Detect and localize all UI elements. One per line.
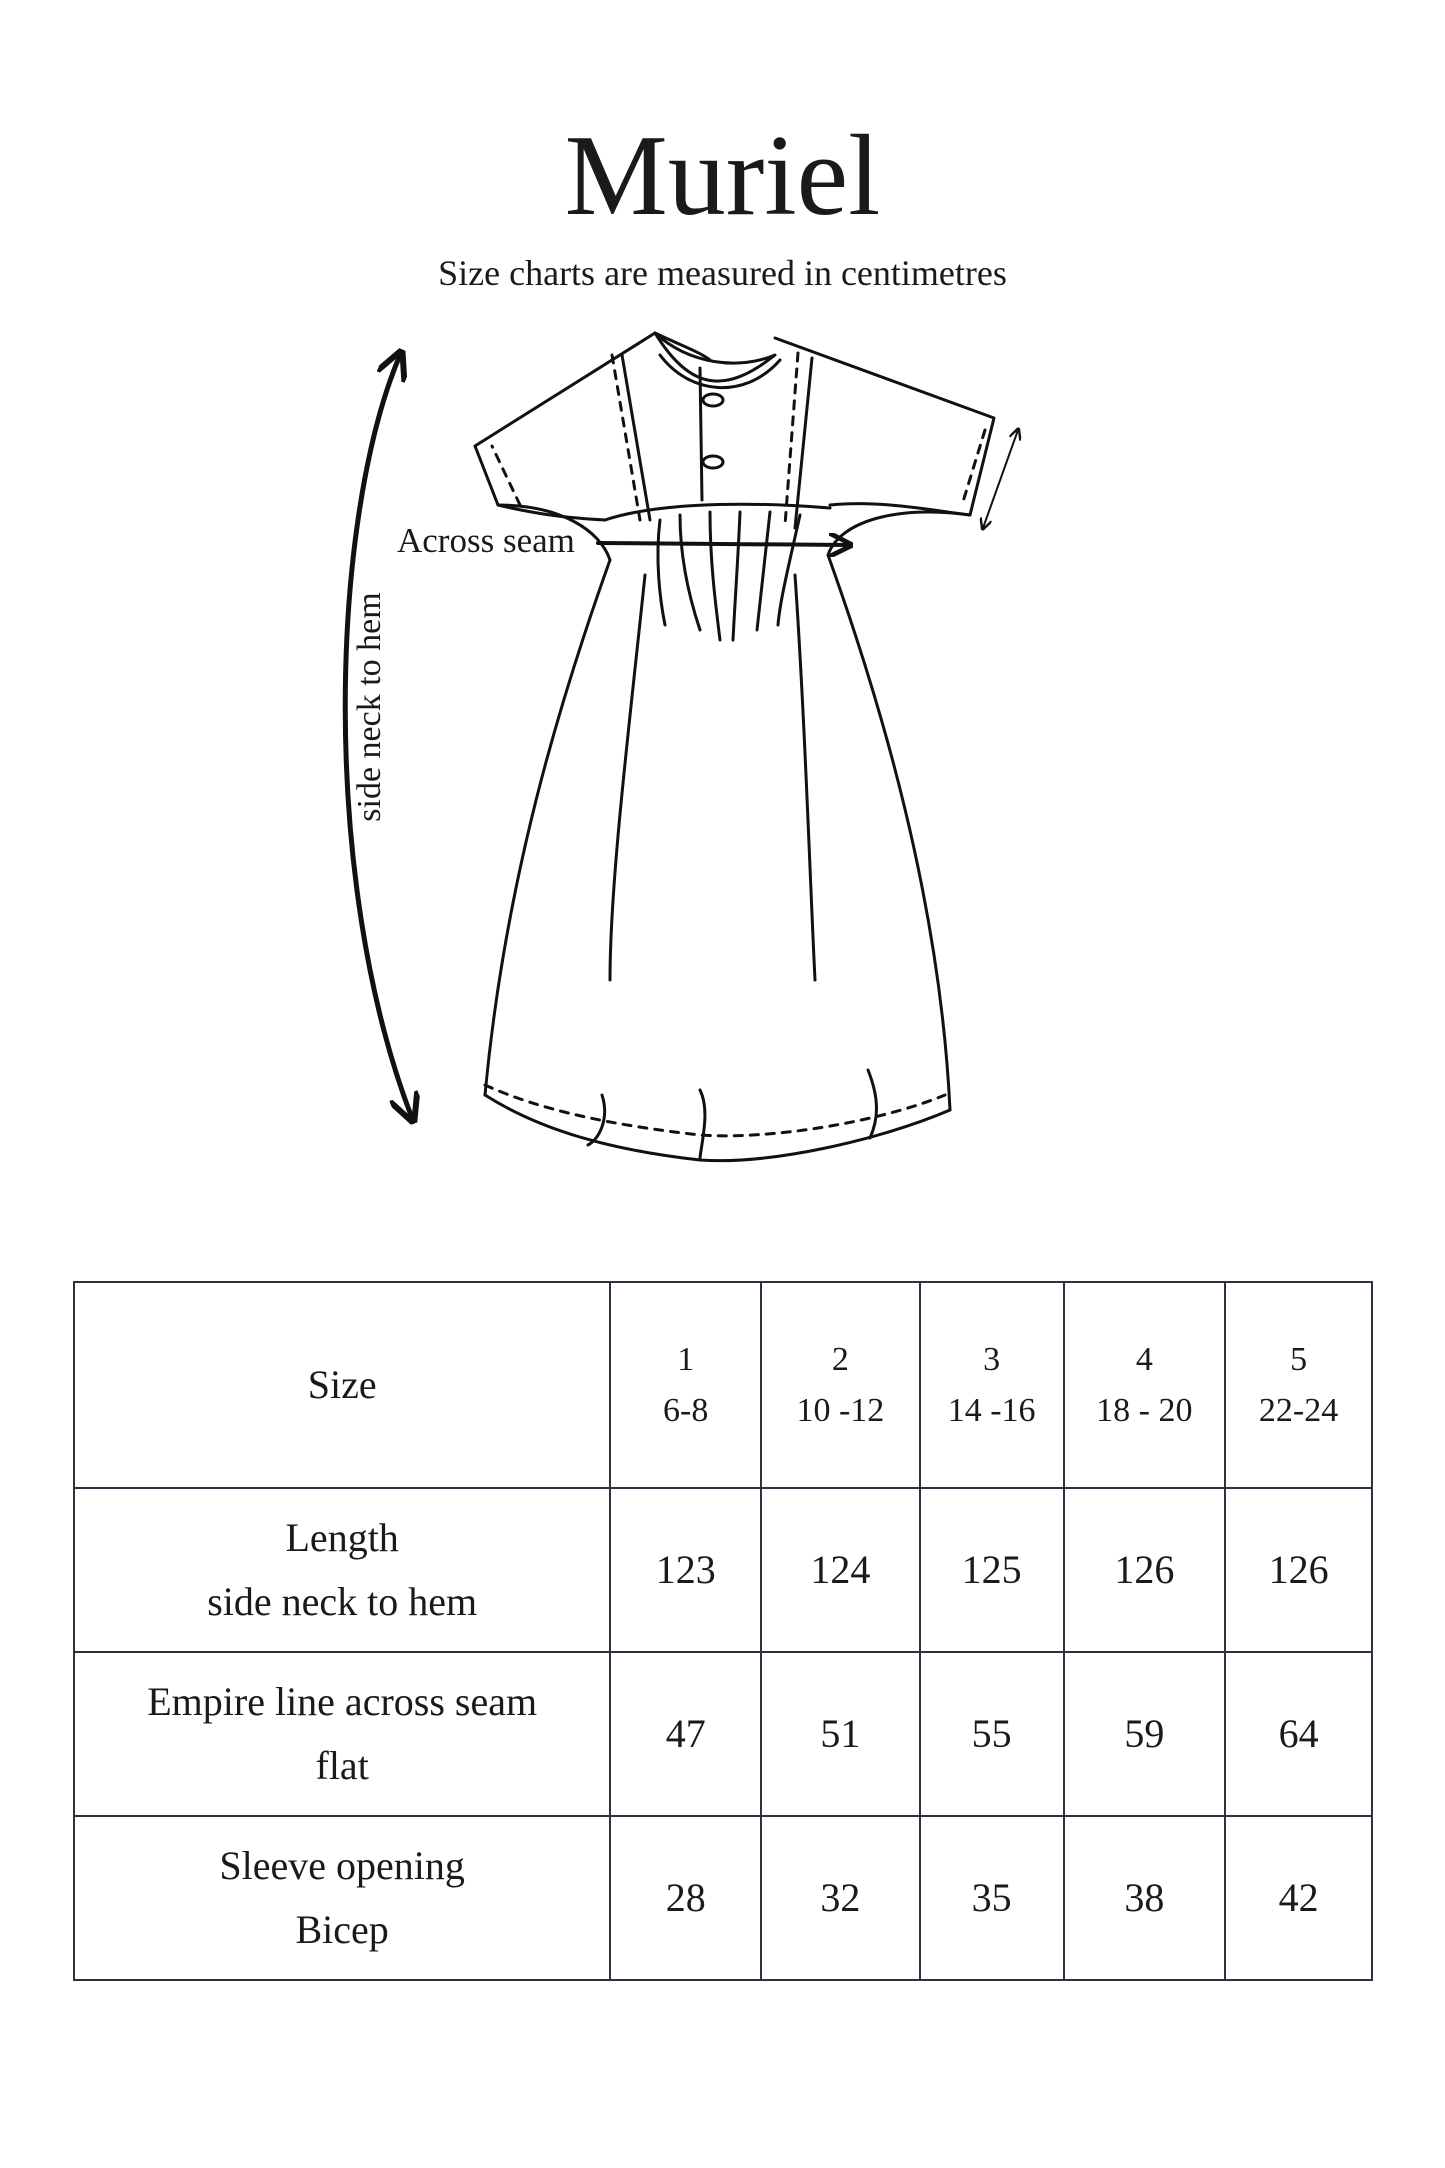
value-cell: 64 [1225,1652,1372,1816]
size-cell [1064,1282,1226,1488]
value-cell: 123 [610,1488,761,1652]
value-cell: 55 [920,1652,1064,1816]
row-label-line2: side neck to hem [207,1579,478,1624]
across-seam-label: Across seam [397,521,575,560]
row-label-length [74,1488,610,1652]
row-label-line2: Bicep [295,1907,389,1952]
size-cell [1225,1282,1372,1488]
size-range: 18 - 20 [1096,1392,1193,1429]
size-cell [761,1282,920,1488]
button-2 [703,456,723,468]
value-cell: 59 [1064,1652,1226,1816]
size-range: 22-24 [1258,1392,1339,1429]
size-number: 1 [677,1341,695,1378]
value-cell: 125 [920,1488,1064,1652]
side-neck-label: side neck to hem [351,592,388,822]
row-label-line1: Empire line across seam [147,1679,538,1724]
size-number: 4 [1135,1341,1153,1378]
value-cell: 35 [920,1816,1064,1980]
size-range: 10 -12 [796,1392,885,1429]
button-1 [703,394,723,406]
size-cell [610,1282,761,1488]
row-label-empire [74,1652,610,1816]
size-range: 6-8 [663,1392,709,1429]
value-cell: 32 [761,1816,920,1980]
table-row [74,1816,1372,1980]
left-sleeve [475,333,655,520]
row-label-line2: flat [315,1743,369,1788]
value-cell: 51 [761,1652,920,1816]
page-subtitle: Size charts are measured in centimetres [438,253,1007,293]
skirt-left [485,560,610,1095]
size-cell [920,1282,1064,1488]
size-number: 3 [983,1341,1001,1378]
across-seam-arrow [598,543,848,545]
row-label-line1: Sleeve opening [219,1843,465,1888]
size-range: 14 -16 [947,1392,1036,1429]
size-chart-table [73,1281,1373,1981]
table-row [74,1488,1372,1652]
skirt-right [828,555,950,1110]
value-cell: 126 [1064,1488,1226,1652]
row-label-line1: Length [285,1515,399,1560]
page-title: Muriel [564,112,881,240]
row-label-sleeve [74,1816,610,1980]
value-cell: 28 [610,1816,761,1980]
size-number: 5 [1290,1341,1308,1378]
value-cell: 124 [761,1488,920,1652]
right-sleeve [775,338,994,515]
size-header-label: Size [307,1362,377,1407]
table-header-row [74,1282,1372,1488]
value-cell: 42 [1225,1816,1372,1980]
value-cell: 38 [1064,1816,1226,1980]
dress-hem [485,1095,950,1161]
table-row [74,1652,1372,1816]
value-cell: 47 [610,1652,761,1816]
value-cell: 126 [1225,1488,1372,1652]
size-header-cell [74,1282,610,1488]
size-number: 2 [831,1341,849,1378]
